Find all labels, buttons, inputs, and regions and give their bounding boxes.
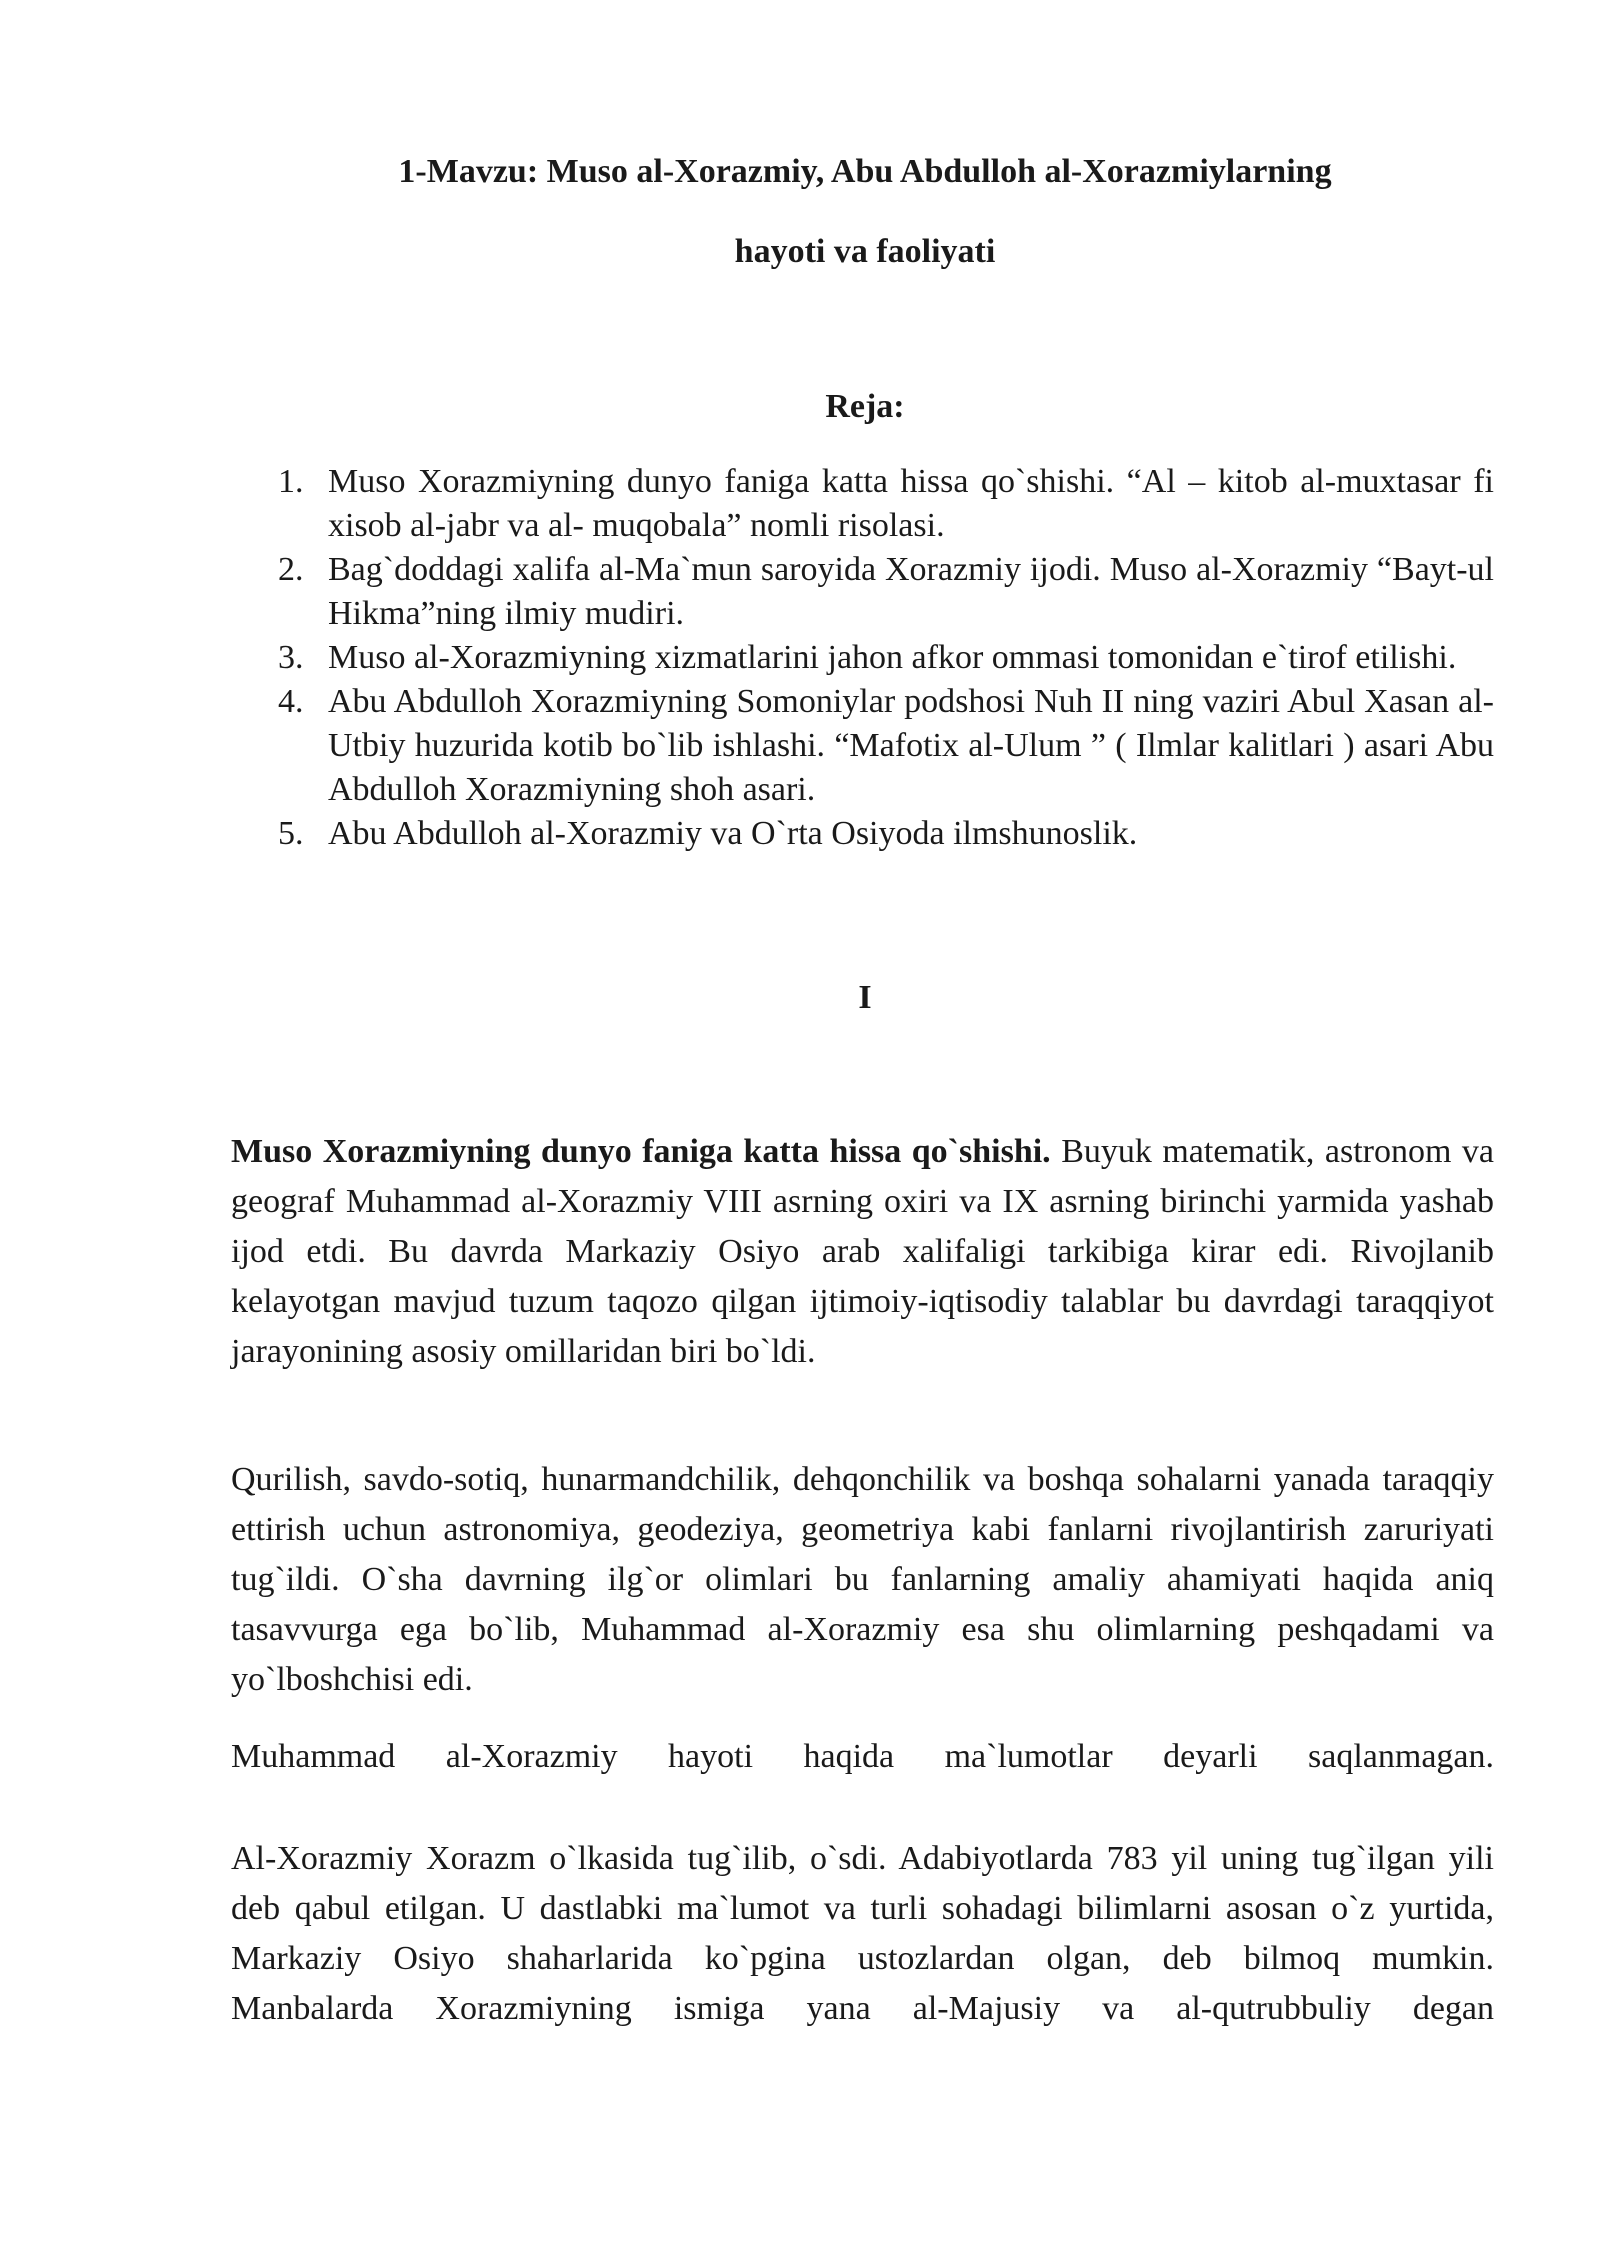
paragraph-2: Qurilish, savdo-sotiq, hunarmandchilik, dehqonchilik va boshqa sohalarni yanada taraqqiy ettirish uchun astronomiya, geodeziya, geometriya kabi fanlarni rivojlantirish zaruriyati tug`ildi. O`sha davrning ilg`or olimlari bu fanlarning amaliy ahamiyati haqida aniq tasavvurga ega bo`lib, Muhammad al-Xorazmiy esa shu olimlarning peshqadami va yo`lboshchisi edi. bbox=[231, 1461, 1494, 1698]
plan-item-number: 1. bbox=[278, 463, 304, 500]
plan-heading: Reja: bbox=[825, 388, 905, 425]
plan-item-4 bbox=[272, 680, 1494, 812]
plan-item-number: 5. bbox=[278, 815, 304, 852]
plan-item-2 bbox=[272, 548, 1494, 636]
plan-item-number: 4. bbox=[278, 683, 304, 720]
plan-item-text: Abu Abdulloh al-Xorazmiy va O`rta Osiyoda ilmshunoslik. bbox=[328, 815, 1138, 852]
plan-item-text: Abu Abdulloh Xorazmiyning Somoniylar podshosi Nuh II ning vaziri Abul Xasan al-Utbiy huzurida kotib bo`lib ishlashi. “Mafotix al-Ulum ” ( Ilmlar kalitlari ) asari Abu Abdulloh Xorazmiyning shoh asari. bbox=[328, 683, 1494, 808]
plan-item-5 bbox=[272, 812, 1494, 856]
paragraph-4-tail: Manbalarda Xorazmiyning ismiga yana al-Majusiy va al-qutrubbuliy degan bbox=[231, 1990, 1494, 2027]
paragraph-4 bbox=[231, 1834, 1494, 2034]
document-title-line-2: hayoti va faoliyati bbox=[734, 233, 996, 270]
plan-item-3 bbox=[272, 636, 1494, 680]
plan-item-text: Muso Xorazmiyning dunyo faniga katta hissa qo`shishi. “Al – kitob al-muxtasar fi xisob al-jabr va al- muqobala” nomli risolasi. bbox=[328, 463, 1494, 544]
plan-item-number: 3. bbox=[278, 639, 304, 676]
plan-item-1 bbox=[272, 460, 1494, 548]
paragraph-4-text: Al-Xorazmiy Xorazm o`lkasida tug`ilib, o`sdi. Adabiyotlarda 783 yil uning tug`ilgan yili deb qabul etilgan. U dastlabki ma`lumot va turli sohadagi bilimlarni asosan o`z yurtida, Markaziy Osiyo shaharlarida ko`pgina ustozlardan olgan, deb bilmoq mumkin. bbox=[231, 1840, 1494, 1977]
paragraph-1 bbox=[231, 1127, 1494, 1377]
plan-item-number: 2. bbox=[278, 551, 304, 588]
plan-list bbox=[272, 460, 1494, 856]
paragraph-1-lead: Muso Xorazmiyning dunyo faniga katta hissa qo`shishi. bbox=[231, 1133, 1051, 1170]
document-title-line-1: 1-Mavzu: Muso al-Xorazmiy, Abu Abdulloh al-Xorazmiylarning bbox=[398, 153, 1332, 190]
plan-item-text: Muso al-Xorazmiyning xizmatlarini jahon afkor ommasi tomonidan e`tirof etilishi. bbox=[328, 639, 1457, 676]
section-number: I bbox=[858, 979, 872, 1016]
plan-item-text: Bag`doddagi xalifa al-Ma`mun saroyida Xorazmiy ijodi. Muso al-Xorazmiy “Bayt-ul Hikma”ning ilmiy mudiri. bbox=[328, 551, 1494, 632]
paragraph-3: Muhammad al-Xorazmiy hayoti haqida ma`lumotlar deyarli saqlanmagan. bbox=[231, 1738, 1494, 1775]
paragraph-1-text: Buyuk matematik, astronom va geograf Muhammad al-Xorazmiy VIII asrning oxiri va IX asrning birinchi yarmida yashab ijod etdi. Bu davrda Markaziy Osiyo arab xalifaligi tarkibiga kirar edi. Rivojlanib kelayotgan mavjud tuzum taqozo qilgan ijtimoiy-iqtisodiy talablar bu davrdagi taraqqiyot jarayonining asosiy omillaridan biri bo`ldi. bbox=[231, 1133, 1494, 1370]
